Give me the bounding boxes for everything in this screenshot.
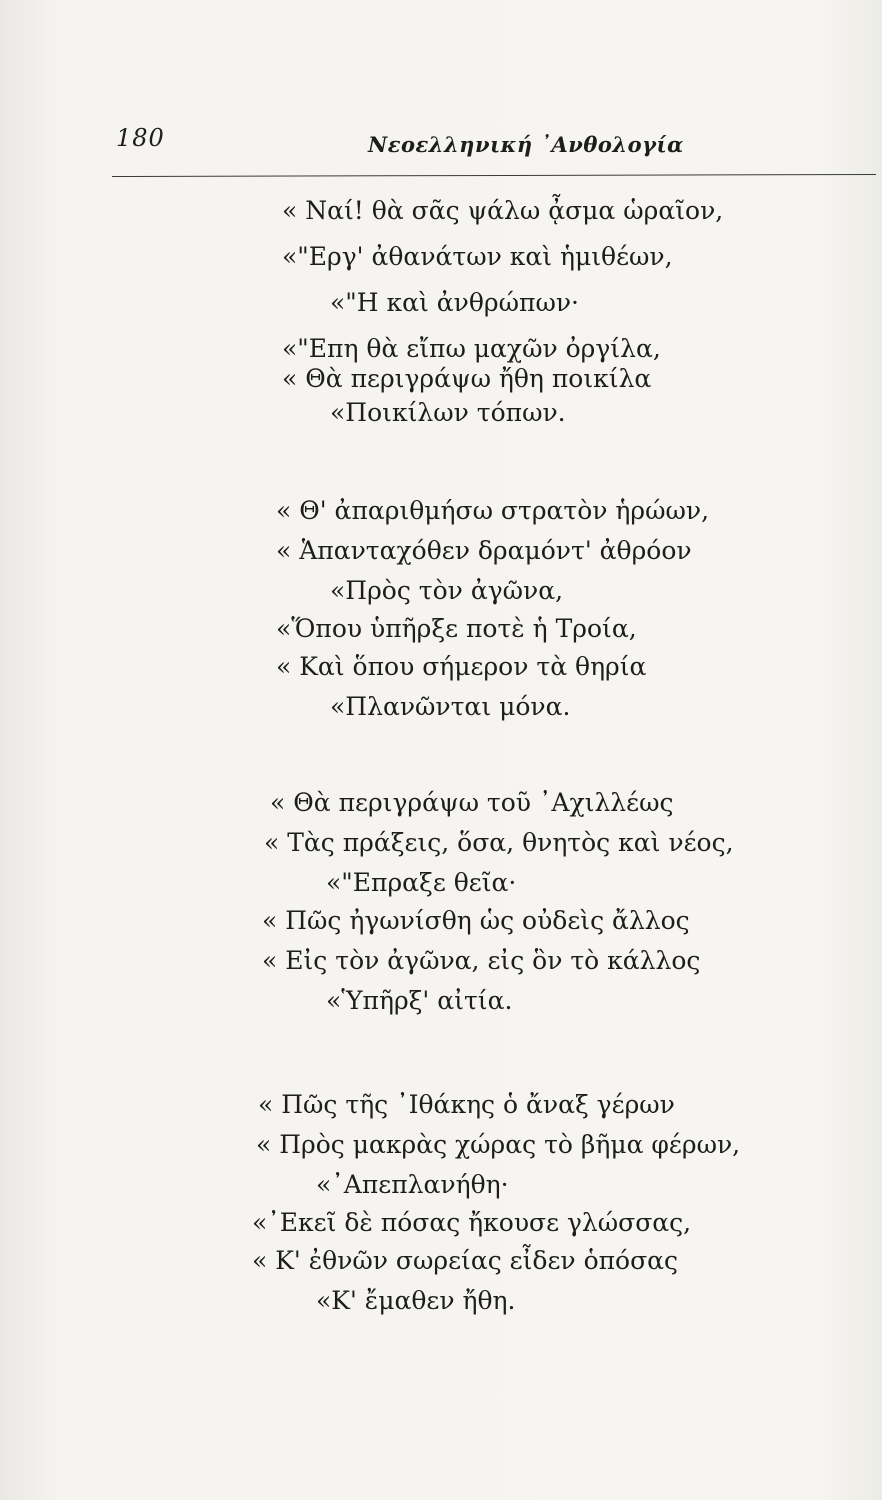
poem-line: « Θὰ περιγράψω ἤθη ποικίλα xyxy=(282,364,652,393)
poem-line: «᾿Εκεῖ δὲ πόσας ἤκουσε γλώσσας, xyxy=(252,1208,692,1237)
running-title: Νεοελληνική ᾿Ανθολογία xyxy=(368,132,684,157)
poem-line: « Πῶς τῆς ᾿Ιθάκης ὁ ἄναξ γέρων xyxy=(258,1090,675,1119)
poem-line: « Τὰς πράξεις, ὅσα, θνητὸς καὶ νέος, xyxy=(264,828,734,857)
poem-line: «Πρὸς τὸν ἀγῶνα, xyxy=(330,576,564,605)
poem-line: « Πῶς ἠγωνίσθη ὡς οὐδεὶς ἄλλος xyxy=(262,906,690,935)
poem-line: «"Εργ' ἀθανάτων καὶ ἡμιθέων, xyxy=(282,242,673,271)
poem-line: «Πλανῶνται μόνα. xyxy=(330,692,571,721)
poem-line: « Πρὸς μακρὰς χώρας τὸ βῆμα φέρων, xyxy=(256,1130,741,1159)
poem-line: «Κ' ἔμαθεν ἤθη. xyxy=(316,1286,516,1315)
poem-line: « Θ' ἀπαριθμήσω στρατὸν ἡρώων, xyxy=(276,496,710,525)
poem-line: «"Επη θὰ εἴπω μαχῶν ὀργίλα, xyxy=(282,334,661,363)
poem-line: « Θὰ περιγράψω τοῦ ᾿Αχιλλέως xyxy=(270,788,674,817)
page-number: 180 xyxy=(116,124,165,152)
header-rule xyxy=(112,174,876,177)
poem-line: « Ναί! θὰ σᾶς ψάλω ᾆσμα ὡραῖον, xyxy=(282,196,724,225)
poem-line: « Ἁπανταχόθεν δραμόντ' ἀθρόον xyxy=(276,536,692,565)
poem-line: «"Επραξε θεῖα· xyxy=(326,868,517,897)
poem-line: «"Η καὶ ἀνθρώπων· xyxy=(330,288,579,317)
poem-line: «Ποικίλων τόπων. xyxy=(330,398,566,427)
poem-line: «᾿Απεπλανήθη· xyxy=(316,1170,509,1199)
poem-line: « Καὶ ὅπου σήμερον τὰ θηρία xyxy=(276,652,647,681)
poem-line: « Κ' ἐθνῶν σωρείας εἶδεν ὁπόσας xyxy=(252,1246,679,1275)
poem-line: «Ὑπῆρξ' αἰτία. xyxy=(326,986,513,1015)
poem-line: « Εἰς τὸν ἀγῶνα, εἰς ὃν τὸ κάλλος xyxy=(262,946,701,975)
poem-line: «Ὅπου ὑπῆρξε ποτὲ ἡ Τροία, xyxy=(276,614,637,643)
